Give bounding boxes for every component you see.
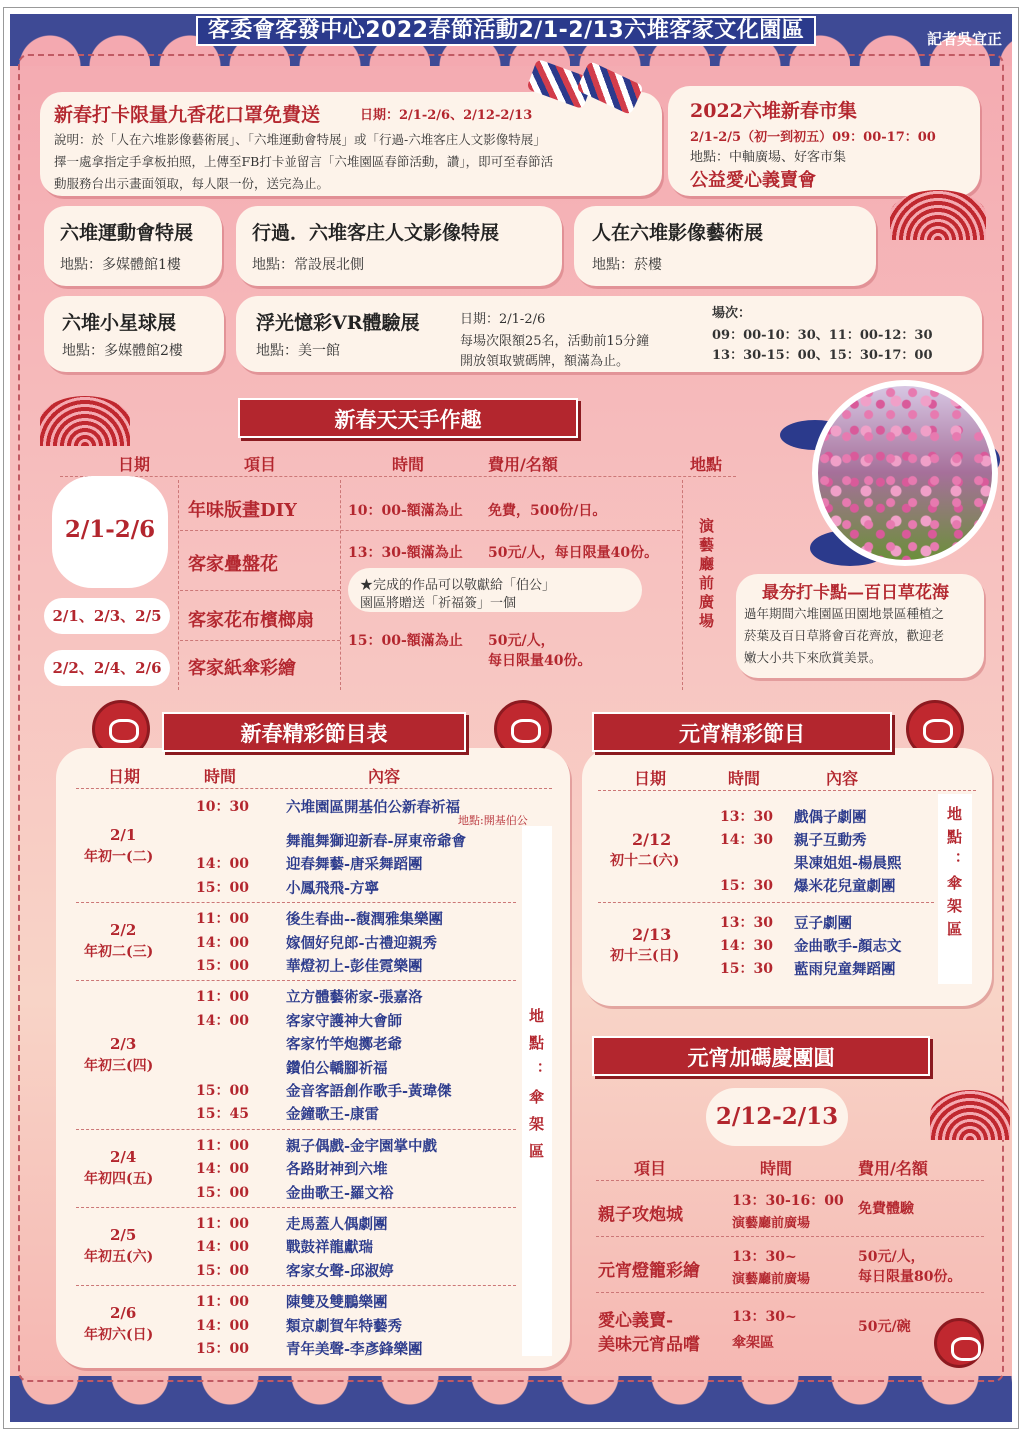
bottom-decor-band <box>10 1376 1012 1422</box>
lantern-lunar: 初十三(日) <box>610 947 680 964</box>
program-content: 小鳳飛飛-方寧 <box>286 879 380 897</box>
promo-date: 日期：2/1-2/6、2/12-2/13 <box>360 108 533 123</box>
bonus-item: 親子攻炮城 <box>598 1205 683 1225</box>
program-lunar: 年初二(三) <box>84 944 154 961</box>
pine-decoration <box>890 190 986 240</box>
exhibit-place: 地點：多媒體館2樓 <box>62 343 183 359</box>
vr-sessions-label: 場次： <box>712 306 752 321</box>
craft-note: ★完成的作品可以敬獻給「伯公」 <box>360 578 556 593</box>
craft-time: 13：30-額滿為止 <box>348 545 463 561</box>
bonus-section-title: 元宵加碼慶團圓 <box>592 1036 930 1076</box>
divider <box>178 480 179 690</box>
program-content: 客家守護神大會師 <box>286 1012 402 1030</box>
divider <box>596 1292 984 1293</box>
exhibit-place: 地點：菸樓 <box>592 257 662 273</box>
vr-title: 浮光憶彩VR體驗展 <box>256 312 420 334</box>
col-header: 時間 <box>760 1159 793 1178</box>
divider <box>76 902 516 903</box>
program-date: 2/6 <box>110 1304 137 1323</box>
exhibit-title: 人在六堆影像藝術展 <box>592 222 764 244</box>
flower-desc: 菸葉及百日草將會百花齊放，歡迎老 <box>744 628 945 643</box>
page-title: 客委會客發中心2022春節活動2/1-2/13六堆客家文化園區 <box>196 16 816 46</box>
craft-item: 客家花布檳榔扇 <box>188 610 314 631</box>
program-content: 客家竹竿炮擲老爺 <box>286 1036 402 1054</box>
program-content: 親子偶戲-金宇園掌中戲 <box>286 1137 438 1155</box>
program-date: 2/2 <box>110 921 137 940</box>
program-time: 14：00 <box>196 856 249 873</box>
lantern-time: 14：30 <box>720 832 773 848</box>
program-lunar: 年初五(六) <box>84 1249 154 1266</box>
exhibit-card <box>574 206 876 286</box>
reporter-credit: 記者吳宜正 <box>926 30 1002 48</box>
market-place: 地點：中軸廣場、好客市集 <box>690 150 847 165</box>
exhibit-title: 六堆小星球展 <box>62 312 177 334</box>
program-lunar: 年初三(四) <box>84 1057 154 1074</box>
flower-desc: 過年期間六堆園區田園地景區種植之 <box>744 606 945 621</box>
program-lunar: 年初六(日) <box>84 1327 154 1344</box>
bonus-item: 愛心義賣- <box>598 1311 674 1331</box>
market-title: 2022六堆新春市集 <box>690 100 857 122</box>
craft-note: 園區將贈送「祈福簽」一個 <box>360 596 517 611</box>
program-content: 舞龍舞獅迎新春-屏東帝爺會 <box>286 833 467 850</box>
lantern-content: 戲偶子劇團 <box>794 809 867 826</box>
bonus-item: 元宵燈籠彩繪 <box>598 1261 700 1281</box>
divider <box>76 788 552 789</box>
program-time: 15：00 <box>196 1083 249 1099</box>
promo-line: 擇一處拿指定手拿板拍照，上傳至FB打卡並留言「六堆園區春節活動，讚」，即可至春節活 <box>54 154 554 169</box>
program-content: 後生春曲--馥潤雅集樂團 <box>286 911 444 929</box>
lantern-date: 2/12 <box>632 830 672 849</box>
flower-title: 最夯打卡點—百日草花海 <box>762 583 949 603</box>
divider <box>596 1236 984 1237</box>
bonus-date: 2/12-2/13 <box>706 1088 848 1146</box>
bonus-place: 演藝廳前廣場 <box>732 1272 811 1287</box>
program-content: 金鐘歌王-康雷 <box>286 1106 380 1124</box>
vr-place: 地點：美一館 <box>256 343 340 359</box>
program-content: 華燈初上-彭佳霓樂團 <box>286 958 423 975</box>
craft-section-title: 新春天天手作趣 <box>238 398 578 438</box>
divider <box>180 530 680 531</box>
lantern-content: 金曲歌手-顏志文 <box>794 938 902 955</box>
exhibit-card <box>236 206 562 286</box>
program-content: 陳雙及雙鵬樂團 <box>286 1294 388 1312</box>
program-time: 11：00 <box>196 1294 249 1311</box>
program-time: 14：00 <box>196 1161 249 1178</box>
program-time: 15：45 <box>196 1106 249 1123</box>
promo-line: 動服務台出示畫面領取，每人限一份，送完為止。 <box>54 176 330 191</box>
tiger-icon <box>934 1318 984 1368</box>
pine-decoration <box>930 1090 1010 1140</box>
program-content: 迎春舞藝-唐采舞蹈團 <box>286 856 423 874</box>
program-time: 15：00 <box>196 1262 249 1279</box>
col-header: 時間 <box>728 769 761 788</box>
col-header: 日期 <box>118 455 151 474</box>
bonus-fee: 50元/碗 <box>858 1319 911 1335</box>
divider <box>598 902 934 903</box>
program-lunar: 年初一(二) <box>84 849 154 866</box>
craft-fee: 50元/人，每日限量40份。 <box>488 545 659 561</box>
col-header: 項目 <box>634 1159 667 1178</box>
program-time: 15：00 <box>196 879 249 896</box>
divider <box>76 980 516 981</box>
bonus-time: 13：30-16：00 <box>732 1193 844 1209</box>
lantern-time: 13：30 <box>720 915 773 931</box>
craft-place: 演藝廳前廣場 <box>697 518 715 632</box>
program-time: 14：00 <box>196 1317 249 1334</box>
program-place-note: 地點:開基伯公 <box>458 814 528 827</box>
divider <box>76 1207 516 1208</box>
divider <box>180 640 340 641</box>
program-content: 金音客語創作歌手-黃瑋傑 <box>286 1083 452 1100</box>
col-header: 日期 <box>634 769 667 788</box>
lantern-place: 地點：傘架區 <box>945 806 963 944</box>
divider <box>682 480 683 690</box>
lantern-section-title: 元宵精彩節目 <box>592 712 892 752</box>
program-content: 各路財神到六堆 <box>286 1161 388 1179</box>
bonus-time: 13：30~ <box>732 1249 797 1265</box>
promo-card <box>40 92 662 196</box>
program-content: 戰鼓祥龍獻瑞 <box>286 1239 373 1257</box>
program-content: 立方體藝術家-張嘉洛 <box>286 989 423 1007</box>
program-time: 11：00 <box>196 911 249 928</box>
bonus-fee: 50元/人， <box>858 1249 925 1265</box>
lantern-content: 豆子劇團 <box>794 915 852 932</box>
craft-item: 客家紙傘彩繪 <box>188 658 296 679</box>
exhibit-place: 地點：常設展北側 <box>252 257 364 273</box>
promo-line: 說明：於「人在六堆影像藝術展」、「六堆運動會特展」或「行過-六堆客庄人文影像特展」 <box>54 132 546 147</box>
program-time: 15：00 <box>196 1184 249 1201</box>
divider <box>596 1180 984 1181</box>
bonus-item: 美味元宵品嚐 <box>598 1335 700 1355</box>
bonus-place: 傘架區 <box>732 1335 774 1351</box>
col-header: 時間 <box>392 455 425 474</box>
program-date: 2/1 <box>110 826 137 845</box>
divider <box>598 790 976 791</box>
craft-date-main: 2/1-2/6 <box>52 476 168 588</box>
vr-date: 日期：2/1-2/6 <box>460 312 546 327</box>
col-header: 費用/名額 <box>858 1159 928 1178</box>
bonus-place: 演藝廳前廣場 <box>732 1216 811 1231</box>
program-content: 六堆園區開基伯公新春祈福 <box>286 799 460 816</box>
bonus-fee: 免費體驗 <box>858 1201 914 1217</box>
craft-time: 15：00-額滿為止 <box>348 633 463 649</box>
craft-fee: 50元/人， <box>488 633 555 649</box>
divider <box>180 590 340 591</box>
program-section-title: 新春精彩節目表 <box>162 712 466 752</box>
pine-decoration <box>40 396 130 446</box>
program-date: 2/3 <box>110 1034 137 1053</box>
program-content: 青年美聲-李彥鋒樂團 <box>286 1341 423 1358</box>
exhibit-title: 行過．六堆客庄人文影像特展 <box>252 222 500 244</box>
program-time: 10：30 <box>196 799 249 815</box>
exhibit-card <box>44 206 222 286</box>
craft-fee: 每日限量40份。 <box>488 653 592 669</box>
program-place: 地點：傘架區 <box>527 1008 545 1170</box>
divider <box>76 1285 516 1286</box>
program-content: 鑽伯公轎腳祈福 <box>286 1059 388 1077</box>
vr-quota: 開放領取號碼牌，額滿為止。 <box>460 354 630 369</box>
program-content: 類京劇賀年特藝秀 <box>286 1317 402 1335</box>
craft-note-box <box>348 568 642 612</box>
program-time: 15：00 <box>196 958 249 974</box>
promo-title: 新春打卡限量九香花口罩免費送 <box>54 104 321 126</box>
program-date: 2/5 <box>110 1226 137 1245</box>
vr-session: 13：30-15：00、15：30-17：00 <box>712 348 933 363</box>
market-time: 2/1-2/5（初一到初五）09：00-17：00 <box>690 130 936 145</box>
exhibit-card <box>44 296 224 372</box>
col-header: 日期 <box>108 767 141 786</box>
program-time: 11：00 <box>196 989 249 1006</box>
program-content: 客家女聲-邱淑婷 <box>286 1262 394 1280</box>
col-header: 內容 <box>826 769 859 788</box>
vr-card <box>236 296 982 372</box>
program-time: 15：00 <box>196 1341 249 1357</box>
lantern-time: 13：30 <box>720 809 773 825</box>
bonus-time: 13：30~ <box>732 1309 797 1325</box>
lantern-time: 15：30 <box>720 961 773 977</box>
market-card <box>668 86 980 196</box>
lantern-content: 爆米花兒童劇團 <box>794 878 896 895</box>
program-date: 2/4 <box>110 1147 137 1166</box>
program-content: 金曲歌王-羅文裕 <box>286 1184 394 1202</box>
lantern-content: 果凍姐姐-楊晨熙 <box>794 855 902 872</box>
craft-item: 年味版畫DIY <box>188 500 297 521</box>
bonus-fee: 每日限量80份。 <box>858 1269 962 1285</box>
program-time: 11：00 <box>196 1216 249 1232</box>
flower-field-photo <box>812 380 998 566</box>
vr-session: 09：00-10：30、11：00-12：30 <box>712 328 933 343</box>
col-header: 項目 <box>244 455 277 474</box>
lantern-date: 2/13 <box>632 924 672 944</box>
divider <box>340 480 341 690</box>
vr-quota: 每場次限額25名，活動前15分鐘 <box>460 334 650 349</box>
craft-fee: 免費，500份/日。 <box>488 503 607 519</box>
lantern-content: 藍雨兒童舞蹈團 <box>794 961 896 978</box>
exhibit-title: 六堆運動會特展 <box>60 222 194 244</box>
lantern-content: 親子互動秀 <box>794 832 867 849</box>
program-time: 14：00 <box>196 1012 249 1029</box>
lantern-time: 15：30 <box>720 878 773 894</box>
flower-card <box>736 574 984 678</box>
craft-date-a: 2/1、2/3、2/5 <box>44 598 170 634</box>
divider <box>60 476 736 477</box>
col-header: 費用/名額 <box>488 455 558 474</box>
craft-date-b: 2/2、2/4、2/6 <box>44 650 170 686</box>
col-header: 地點 <box>690 455 723 474</box>
divider <box>76 1129 516 1130</box>
col-header: 內容 <box>368 767 401 786</box>
craft-time: 10：00-額滿為止 <box>348 503 463 519</box>
col-header: 時間 <box>204 767 237 786</box>
program-content: 走馬蓋人偶劇團 <box>286 1216 388 1233</box>
program-time: 14：00 <box>196 934 249 951</box>
craft-item: 客家疊盤花 <box>188 554 278 575</box>
program-time: 11：00 <box>196 1137 249 1154</box>
program-lunar: 年初四(五) <box>84 1170 154 1187</box>
flower-desc: 嫩大小共下來欣賞美景。 <box>744 650 882 665</box>
market-charity: 公益愛心義賣會 <box>690 170 816 191</box>
lantern-time: 14：30 <box>720 938 773 954</box>
program-content: 嫁個好兒郎-古禮迎親秀 <box>286 934 438 952</box>
lantern-lunar: 初十二(六) <box>610 853 680 869</box>
program-time: 14：00 <box>196 1239 249 1256</box>
exhibit-place: 地點：多媒體館1樓 <box>60 257 181 273</box>
